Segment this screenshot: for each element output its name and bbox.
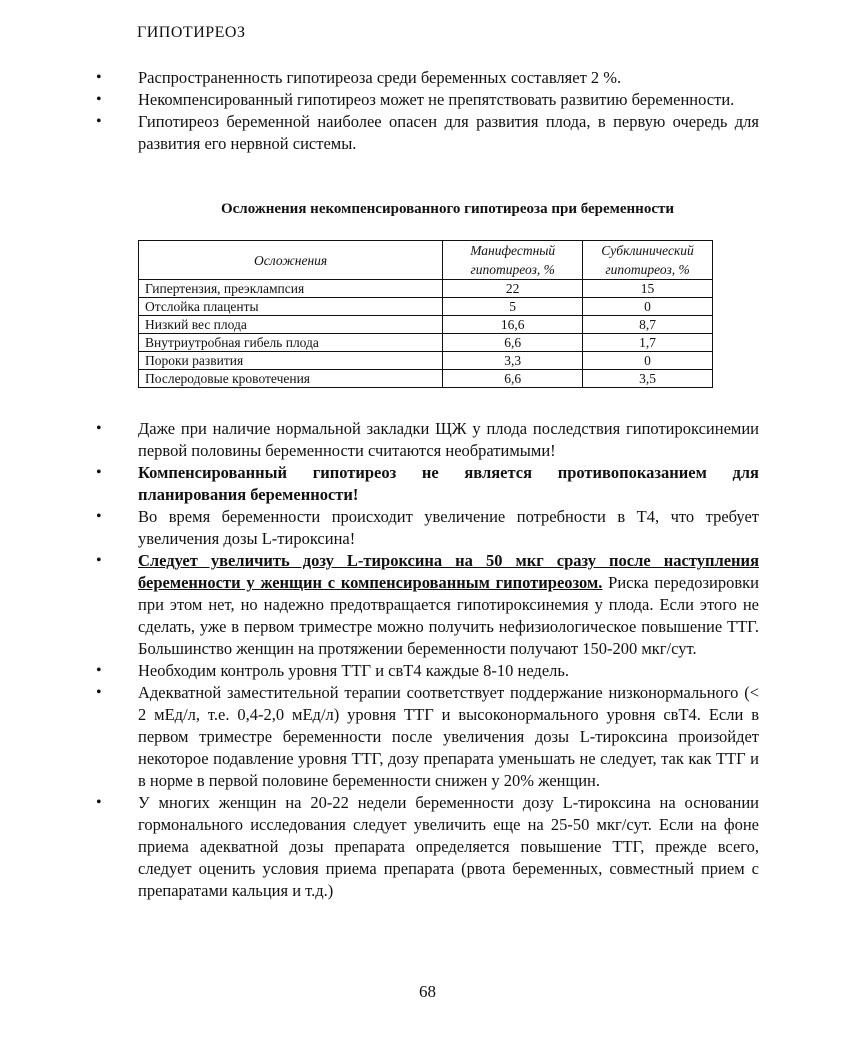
subclinical-value: 8,7 [583, 316, 713, 334]
bottom-bullet-list [96, 418, 759, 902]
manifest-value: 22 [443, 280, 583, 298]
bullet-icon: • [96, 684, 102, 701]
bullet-icon: • [96, 508, 102, 525]
table-header-row [139, 241, 713, 280]
complication-name: Отслойка плаценты [139, 298, 443, 316]
table-row [139, 298, 713, 316]
manifest-value: 6,6 [443, 334, 583, 352]
bullet-text: Распространенность гипотиреоза среди беременных составляет 2 %. [138, 68, 622, 87]
list-item [96, 67, 759, 89]
list-item [96, 682, 759, 792]
manifest-value: 16,6 [443, 316, 583, 334]
bullet-text: Гипотиреоз беременной наиболее опасен для развития плода, в первую очередь для развития его нервной системы. [138, 112, 759, 153]
table-row [139, 280, 713, 298]
column-header-complication: Осложнения [139, 241, 443, 280]
bullet-icon: • [96, 420, 102, 437]
list-item [96, 792, 759, 902]
list-item [96, 462, 759, 506]
table-row [139, 334, 713, 352]
bullet-icon: • [96, 91, 102, 108]
emphasis-text: Следует увеличить дозу L-тироксина на 50 мкг сразу после наступления беременности у женщин с компенсированным гипотиреозом. [138, 551, 759, 592]
bullet-text: Адекватной заместительной терапии соответствует поддержание низконормального (< 2 мЕд/л, т.е. 0,4-2,0 мЕд/л) уровня ТТГ и высоконормального уровня свТ4. Если в первом триместре беременности после увеличения дозы L-тироксина произойдет некоторое подавление уровня ТТГ, дозу препарата уменьшать не следует, так как ТТГ и в норме в первой половине беременности снижен у 20% женщин. [138, 683, 759, 790]
list-item [96, 111, 759, 155]
bullet-text: Во время беременности происходит увеличение потребности в Т4, что требует увеличения дозы L-тироксина! [138, 507, 759, 548]
bullet-icon: • [96, 69, 102, 86]
page-title: ГИПОТИРЕОЗ [137, 24, 246, 41]
subclinical-value: 1,7 [583, 334, 713, 352]
manifest-value: 6,6 [443, 370, 583, 388]
bullet-icon: • [96, 794, 102, 811]
bullet-icon: • [96, 464, 102, 481]
top-bullet-list [96, 67, 759, 155]
table-row [139, 352, 713, 370]
subclinical-value: 0 [583, 352, 713, 370]
subclinical-value: 0 [583, 298, 713, 316]
bullet-icon: • [96, 113, 102, 130]
bullet-text: Необходим контроль уровня ТТГ и свТ4 каждые 8-10 недель. [138, 661, 570, 680]
bullet-icon: • [96, 662, 102, 679]
subclinical-value: 15 [583, 280, 713, 298]
bullet-icon: • [96, 552, 102, 569]
table-row [139, 370, 713, 388]
manifest-value: 5 [443, 298, 583, 316]
complication-name: Пороки развития [139, 352, 443, 370]
plain-text: Риска передозировки при этом нет, но надежно предотвращается гипотироксинемия у плода. Если этого не сделать, уже в первом триместре можно получить нефизиологическое повышение ТТГ. Большинство женщин на протяжении беременности получают 150-200 мкг/сут. [138, 573, 760, 658]
bullet-text: Компенсированный гипотиреоз не является противопоказанием для планирования беременности! [138, 463, 759, 504]
list-item [96, 506, 759, 550]
complication-name: Внутриутробная гибель плода [139, 334, 443, 352]
page-number: 68 [419, 982, 436, 1001]
list-item [96, 550, 759, 660]
list-item [96, 418, 759, 462]
column-header-subclinical: Субклинический гипотиреоз, % [583, 241, 713, 280]
complication-name: Послеродовые кровотечения [139, 370, 443, 388]
bullet-text: У многих женщин на 20-22 недели беременности дозу L-тироксина на основании гормонального исследования следует увеличить еще на 25-50 мкг/сут. Если на фоне приема адекватной дозы препарата определяется повышение ТТГ, прежде всего, следует оценить условия приема препарата (рвота беременных, совместный прием с препаратами кальция и т.д.) [138, 793, 759, 900]
manifest-value: 3,3 [443, 352, 583, 370]
complication-name: Гипертензия, преэклампсия [139, 280, 443, 298]
bullet-text: Даже при наличие нормальной закладки ЩЖ у плода последствия гипотироксинемии первой половины беременности считаются необратимыми! [138, 419, 759, 460]
list-item [96, 89, 759, 111]
complications-table [138, 240, 713, 388]
table-row [139, 316, 713, 334]
column-header-manifest: Манифестный гипотиреоз, % [443, 241, 583, 280]
bullet-text [138, 550, 759, 660]
list-item [96, 660, 759, 682]
table-caption: Осложнения некомпенсированного гипотиреоза при беременности [220, 201, 674, 217]
subclinical-value: 3,5 [583, 370, 713, 388]
complication-name: Низкий вес плода [139, 316, 443, 334]
bullet-text: Некомпенсированный гипотиреоз может не препятствовать развитию беременности. [138, 90, 735, 109]
